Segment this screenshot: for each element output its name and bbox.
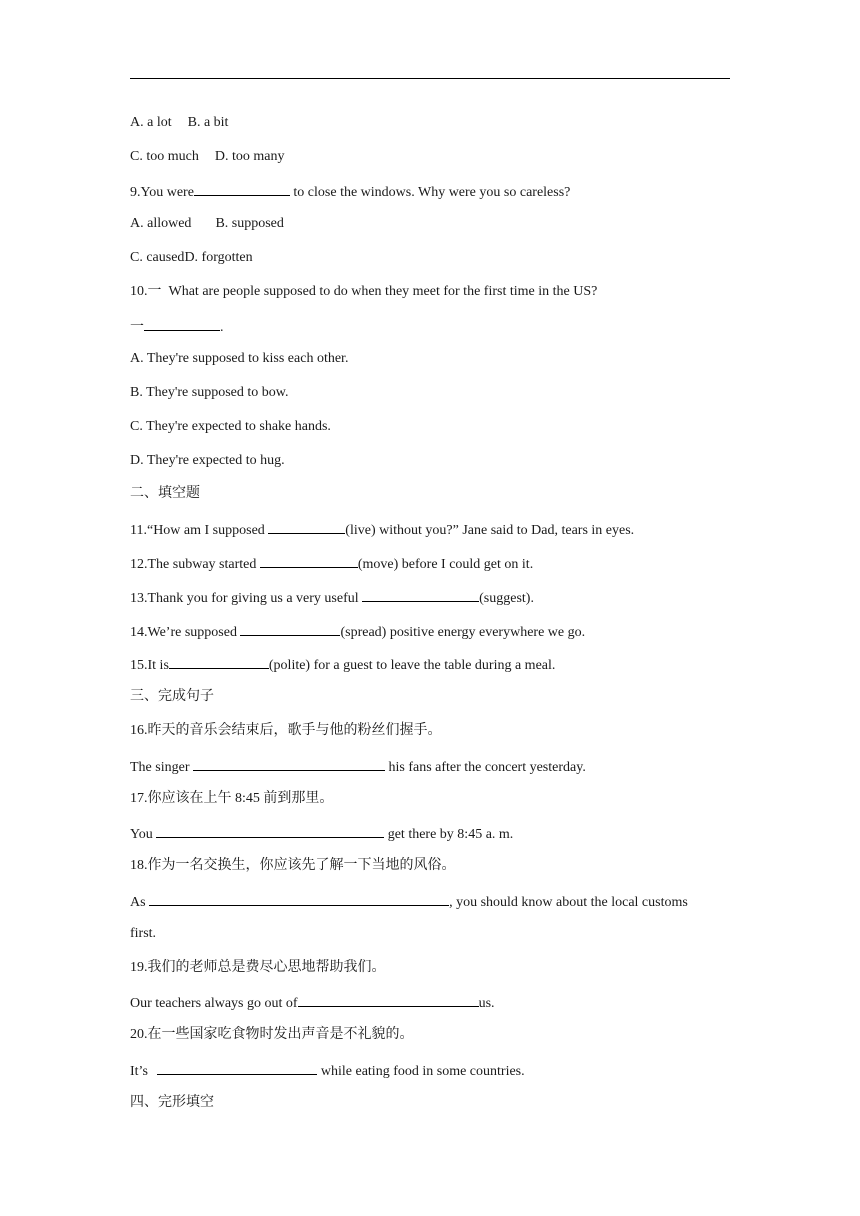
q18-after: , you should know about the local customs: [449, 895, 688, 910]
q18-chinese: 18.作为一名交换生，你应该先了解一下当地的风俗。: [130, 858, 456, 873]
q16-before: The singer: [130, 760, 193, 775]
q17-after: get there by 8:45 a. m.: [384, 827, 514, 842]
q19-before: Our teachers always go out of: [130, 996, 298, 1011]
q20-chinese: 20.在一些国家吃食物时发出声音是不礼貌的。: [130, 1027, 414, 1042]
q8-options-cd: [130, 148, 284, 166]
answer-blank: [298, 992, 479, 1007]
q13-before: 13.Thank you for giving us a very useful: [130, 591, 363, 606]
option-c: C. caused: [130, 250, 185, 265]
answer-blank: [144, 316, 220, 331]
q12-before: 12.The subway started: [130, 557, 260, 572]
q19-chinese: 19.我们的老师总是费尽心思地帮助我们。: [130, 960, 386, 975]
answer-blank: [260, 553, 358, 568]
q14-before: 14.We’re supposed: [130, 625, 241, 640]
q10-option-a: A. They're supposed to kiss each other.: [130, 351, 349, 366]
answer-blank: [240, 621, 340, 636]
q13-after: (suggest).: [479, 591, 534, 606]
q9-stem-after: to close the windows. Why were you so careless?: [289, 185, 571, 200]
q15-before: 15.It is: [130, 658, 169, 673]
q17-before: You: [130, 827, 157, 842]
q18-continuation: first.: [130, 926, 157, 941]
section-title-fill-in: 二、填空题: [130, 486, 200, 501]
q20-after: while eating food in some countries.: [317, 1064, 525, 1079]
q10-option-c: C. They're expected to shake hands.: [130, 419, 331, 434]
option-c: C. too much: [130, 149, 199, 164]
q18-before: As: [130, 895, 150, 910]
q16-chinese: 16.昨天的音乐会结束后，歌手与他的粉丝们握手。: [130, 723, 442, 738]
q8-options-ab: [130, 114, 228, 132]
q12: [130, 553, 533, 574]
answer-blank: [157, 1060, 317, 1075]
option-b: B. a bit: [187, 115, 229, 130]
answer-blank: [156, 823, 384, 838]
q20-english: [130, 1060, 525, 1081]
q9-stem: [130, 181, 570, 202]
q13: [130, 587, 534, 608]
option-a: A. a lot: [130, 115, 172, 130]
section-title-complete-sentences: 三、完成句子: [130, 689, 214, 704]
option-d: D. forgotten: [184, 250, 253, 265]
q9-options-ab: [130, 215, 284, 233]
answer-blank: [149, 891, 449, 906]
q10-option-b: B. They're supposed to bow.: [130, 385, 289, 400]
q9-options-cd: [130, 249, 253, 267]
option-b: B. supposed: [215, 216, 284, 231]
q19-english: [130, 992, 495, 1013]
q10-option-d: D. They're expected to hug.: [130, 453, 285, 468]
option-a: A. allowed: [130, 216, 192, 231]
q14-after: (spread) positive energy everywhere we go.: [340, 625, 586, 640]
period: .: [220, 320, 224, 335]
q20-before: It’s: [130, 1064, 152, 1079]
answer-blank: [169, 654, 269, 669]
q10-stem: 10.一 What are people supposed to do when they meet for the first time in the US?: [130, 284, 598, 299]
q9-stem-before: 9.You were: [130, 185, 194, 200]
section-title-cloze: 四、完形填空: [130, 1095, 214, 1110]
answer-blank: [268, 519, 345, 534]
q10-answer-line: [130, 316, 224, 337]
answer-blank: [362, 587, 479, 602]
answer-blank: [193, 756, 385, 771]
q11: [130, 519, 634, 540]
q16-after: his fans after the concert yesterday.: [384, 760, 586, 775]
dash: 一: [130, 320, 144, 335]
header-rule: [130, 78, 730, 79]
q16-english: [130, 756, 586, 777]
q15-after: (polite) for a guest to leave the table during a meal.: [268, 658, 556, 673]
answer-blank: [194, 181, 290, 196]
q11-after: (live) without you?” Jane said to Dad, tears in eyes.: [345, 523, 635, 538]
q11-before: 11.“How am I supposed: [130, 523, 269, 538]
q12-after: (move) before I could get on it.: [357, 557, 534, 572]
q15: [130, 654, 555, 675]
q17-chinese: 17.你应该在上午 8:45 前到那里。: [130, 791, 334, 806]
q17-english: [130, 823, 513, 844]
option-d: D. too many: [214, 149, 285, 164]
q14: [130, 621, 585, 642]
q19-after: us.: [478, 996, 495, 1011]
q18-english: [130, 891, 688, 912]
